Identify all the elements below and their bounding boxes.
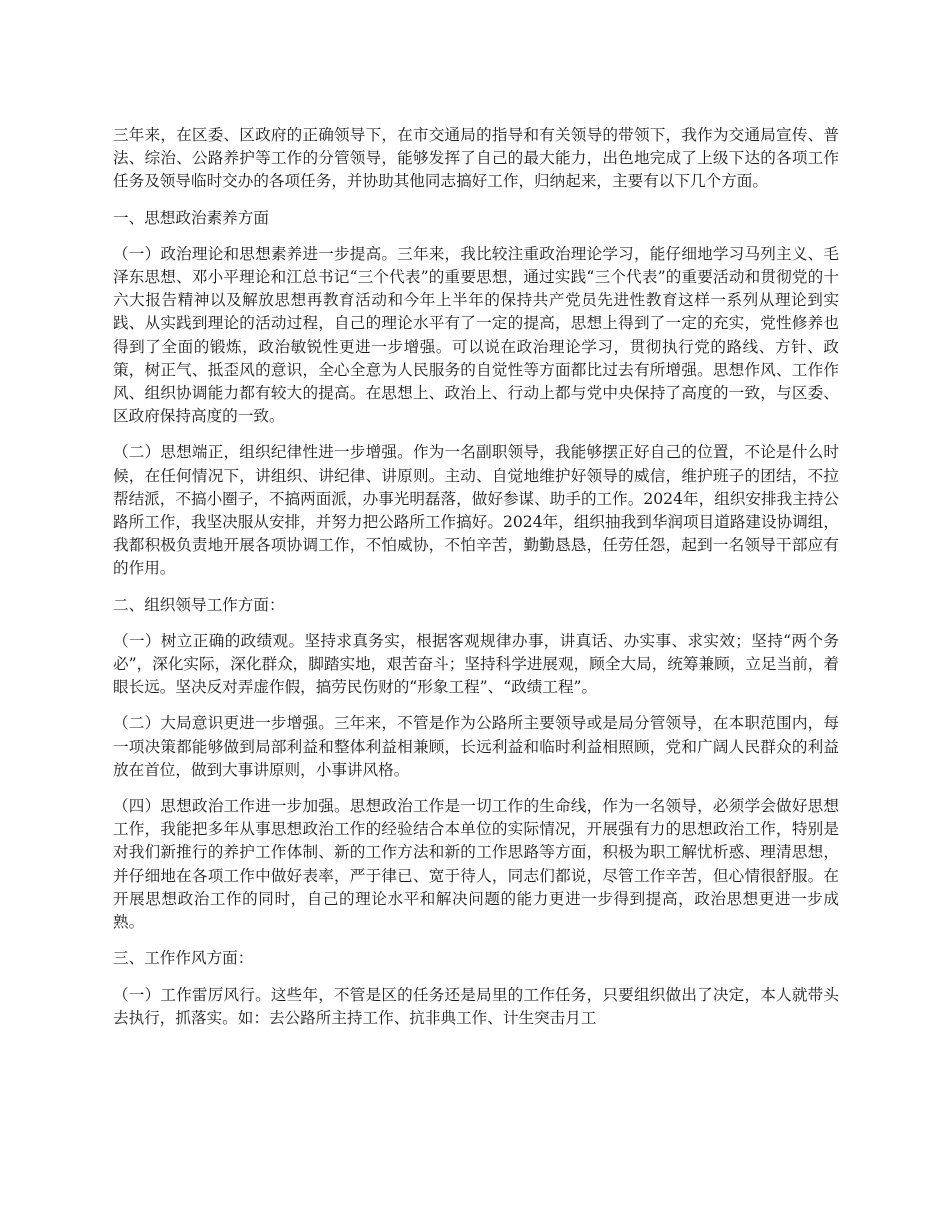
paragraph-political-theory: （一）政治理论和思想素养进一步提高。三年来，我比较注重政治理论学习，能仔细地学习马列主义、毛泽东思想、邓小平理论和江总书记“三个代表”的重要思想，通过实践“三个代表”的重要活动和贯彻党的十六大报告精神以及解放思想再教育活动和今年上半年的保持共产党员先进性教育这样一系列从理论到实践、从实践到理论的活动过程，自己的理论水平有了一定的提高，思想上得到了一定的充实，党性修养也得到了全面的锻炼，政治敏锐性更进一步增强。可以说在政治理论学习，贯彻执行党的路线、方针、政策，树正气、抵歪风的意识，全心全意为人民服务的自觉性等方面都比过去有所增强。思想作风、工作作风、组织协调能力都有较大的提高。在思想上、政治上、行动上都与党中央保持了高度的一致，与区委、区政府保持高度的一致。 [113, 244, 839, 426]
section-heading-1: 一、思想政治素养方面 [113, 208, 269, 227]
section-heading-3: 三、工作作风方面： [113, 949, 254, 968]
paragraph-discipline: （二）思想端正，组织纪律性进一步增强。作为一名副职领导，我能够摆正好自己的位置，不论是什么时候，在任何情况下，讲组织、讲纪律、讲原则。主动、自觉地维护好领导的威信，维护班子的团结，不拉帮结派，不搞小圈子，不搞两面派，办事光明磊落，做好参谋、助手的工作。2024年，组织安排我主持公路所工作，我坚决服从安排，并努力把公路所工作搞好。2024年，组织抽我到华润项目道路建设协调组，我都积极负责地开展各项协调工作，不怕威协，不怕辛苦，勤勤恳恳，任劳任怨，起到一名领导干部应有的作用。 [113, 443, 839, 578]
paragraph-ideological-work: （四）思想政治工作进一步加强。思想政治工作是一切工作的生命线，作为一名领导，必须学会做好思想工作，我能把多年从事思想政治工作的经验结合本单位的实际情况，开展强有力的思想政治工作，特别是对我们新推行的养护工作体制、新的工作方法和新的工作思路等方面，积极为职工解忧析惑、理清思想，并仔细地在各项工作中做好表率，严于律已、宽于待人，同志们都说，尽管工作辛苦，但心情很舒服。在开展思想政治工作的同时，自己的理论水平和解决问题的能力更进一步得到提高，政治思想更进一步成熟。 [113, 797, 839, 932]
paragraph-achievement-view: （一）树立正确的政绩观。坚持求真务实，根据客观规律办事，讲真话、办实事、求实效；坚持“两个务必”，深化实际，深化群众，脚踏实地，艰苦奋斗；坚持科学进展观，顾全大局，统筹兼顾，立足当前，着眼长远。坚决反对弄虚作假，搞劳民伤财的“形象工程”、“政绩工程”。 [113, 631, 839, 697]
paragraph-work-style: （一）工作雷厉风行。这些年，不管是区的任务还是局里的工作任务，只要组织做出了决定，本人就带头去执行，抓落实。如：去公路所主持工作、抗非典工作、计生突击月工 [113, 985, 839, 1027]
intro-paragraph: 三年来，在区委、区政府的正确领导下，在市交通局的指导和有关领导的带领下，我作为交通局宣传、普法、综治、公路养护等工作的分管领导，能够发挥了自己的最大能力，出色地完成了上级下达的各项工作任务及领导临时交办的各项任务，并协助其他同志搞好工作，归纳起来，主要有以下几个方面。 [113, 126, 839, 191]
section-heading-2: 二、组织领导工作方面： [113, 595, 285, 614]
paragraph-overall-awareness: （二）大局意识更进一步增强。三年来，不管是作为公路所主要领导或是局分管领导，在本职范围内，每一项决策都能够做到局部利益和整体利益相兼顾，长远利益和临时利益相照顾，党和广阔人民群众的利益放在首位，做到大事讲原则，小事讲风格。 [113, 714, 839, 779]
document-page [113, 124, 839, 1043]
